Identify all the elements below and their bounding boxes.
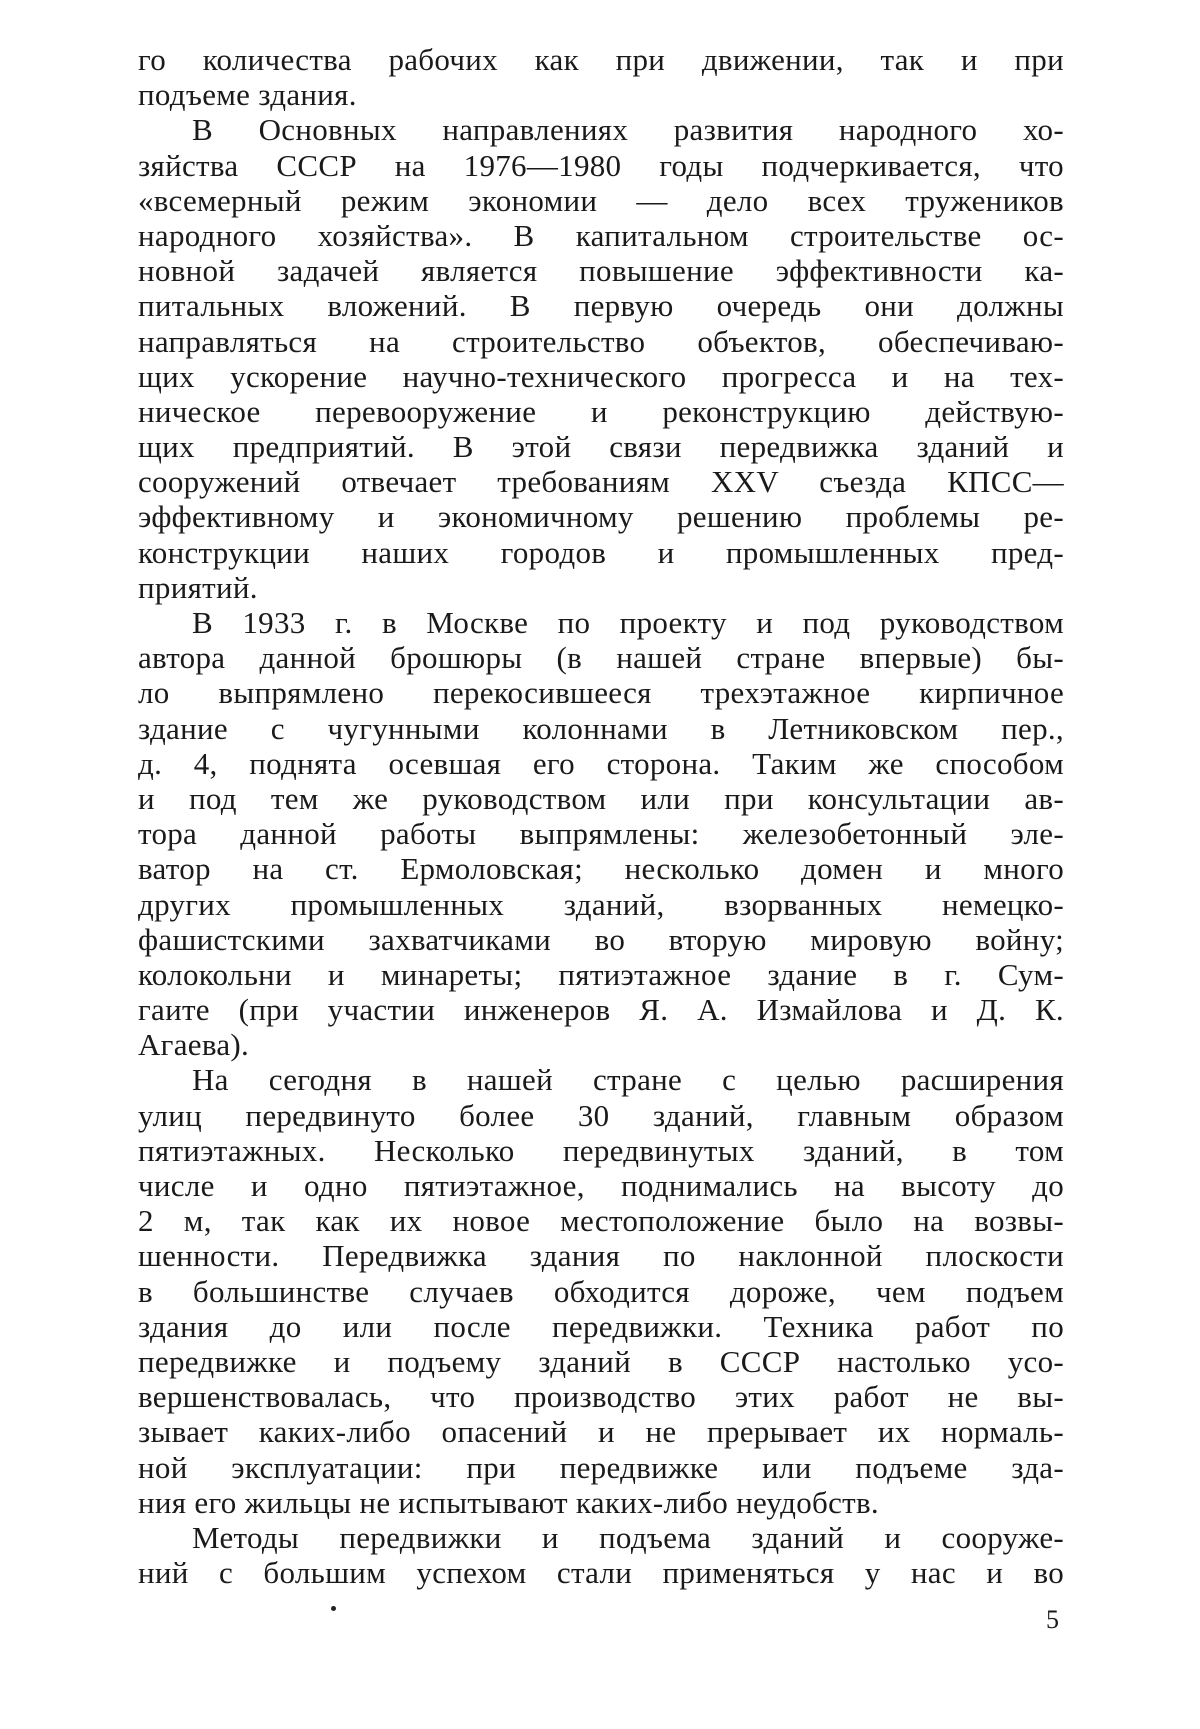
text-line: конструкции наших городов и промышленных пред- [138,534,1064,570]
text-line: сооружений отвечает требованиям XXV съезда КПСС— [138,464,1064,500]
text-line: гаите (при участии инженеров Я. А. Измайлова и Д. К. [138,992,1064,1028]
text-line: «всемерный режим экономии — дело всех тружеников [138,182,1064,218]
text-line: В Основных направлениях развития народного хо- [192,112,1064,148]
paragraph [138,112,1064,605]
text-line: колокольни и минареты; пятиэтажное здание в г. Сум- [138,956,1064,992]
text-line: 2 м, так как их новое местоположение было на возвы- [138,1203,1064,1239]
body-text [138,42,1064,1590]
text-line: зывает каких-либо опасений и не прерывает их нормаль- [138,1414,1064,1450]
text-line: эффективному и экономичному решению проблемы ре- [138,499,1064,535]
text-line: Методы передвижки и подъема зданий и сооруже- [192,1519,1064,1555]
text-line: го количества рабочих как при движении, так и при [138,42,1064,77]
text-line: здание с чугунными колоннами в Летниковском пер., [138,710,1064,746]
text-line: вершенствовалась, что производство этих работ не вы- [138,1379,1064,1415]
text-line: других промышленных зданий, взорванных немецко- [138,886,1064,922]
page-number: 5 [1046,1605,1059,1634]
paragraph [138,1520,1064,1590]
paragraph [138,1062,1064,1519]
text-line: зяйства СССР на 1976—1980 годы подчеркивается, что [138,147,1064,183]
text-line: тора данной работы выпрямлены: железобетонный эле- [138,816,1064,852]
text-line: в большинстве случаев обходится дороже, чем подъем [138,1273,1064,1309]
text-line: подъеме здания. [138,77,357,113]
text-line: ло выпрямлено перекосившееся трехэтажное кирпичное [138,675,1064,711]
text-line: ническое перевооружение и реконструкцию действую- [138,393,1064,429]
text-line: и под тем же руководством или при консультации ав- [138,780,1064,816]
text-line: В 1933 г. в Москве по проекту и под руководством [192,605,1064,640]
text-line: новной задачей является повышение эффективности ка- [138,253,1064,289]
text-line: Агаева). [138,1027,250,1063]
paragraph [138,605,1064,1062]
text-line: народного хозяйства». В капитальном строительстве ос- [138,217,1064,253]
text-line: шенности. Передвижка здания по наклонной плоскости [138,1238,1064,1274]
text-line: здания до или после передвижки. Техника работ по [138,1308,1064,1344]
text-line: ний с большим успехом стали применяться у нас и во [138,1555,1064,1591]
text-line: направляться на строительство объектов, обеспечиваю- [138,323,1064,359]
ink-speck [331,1606,336,1611]
text-line: улиц передвинуто более 30 зданий, главным образом [138,1097,1064,1133]
text-line: На сегодня в нашей стране с целью расширения [192,1062,1064,1098]
text-line: ния его жильцы не испытывают каких-либо неудобств. [138,1484,879,1520]
text-line: щих ускорение научно-технического прогресса и на тех- [138,358,1064,394]
text-line: автора данной брошюры (в нашей стране впервые) бы- [138,640,1064,676]
text-line: щих предприятий. В этой связи передвижка зданий и [138,429,1064,465]
paragraph [138,42,1064,112]
text-line: приятий. [138,569,258,605]
text-line: д. 4, поднята осевшая его сторона. Таким же способом [138,745,1064,781]
text-line: фашистскими захватчиками во вторую мировую войну; [138,921,1064,957]
text-line: числе и одно пятиэтажное, поднимались на высоту до [138,1168,1064,1203]
text-line: ной эксплуатации: при передвижке или подъеме зда- [138,1449,1064,1485]
text-line: питальных вложений. В первую очередь они должны [138,288,1064,324]
text-line: ватор на ст. Ермоловская; несколько домен и много [138,851,1064,887]
text-line: пятиэтажных. Несколько передвинутых зданий, в том [138,1132,1064,1168]
text-line: передвижке и подъему зданий в СССР настолько усо- [138,1343,1064,1379]
